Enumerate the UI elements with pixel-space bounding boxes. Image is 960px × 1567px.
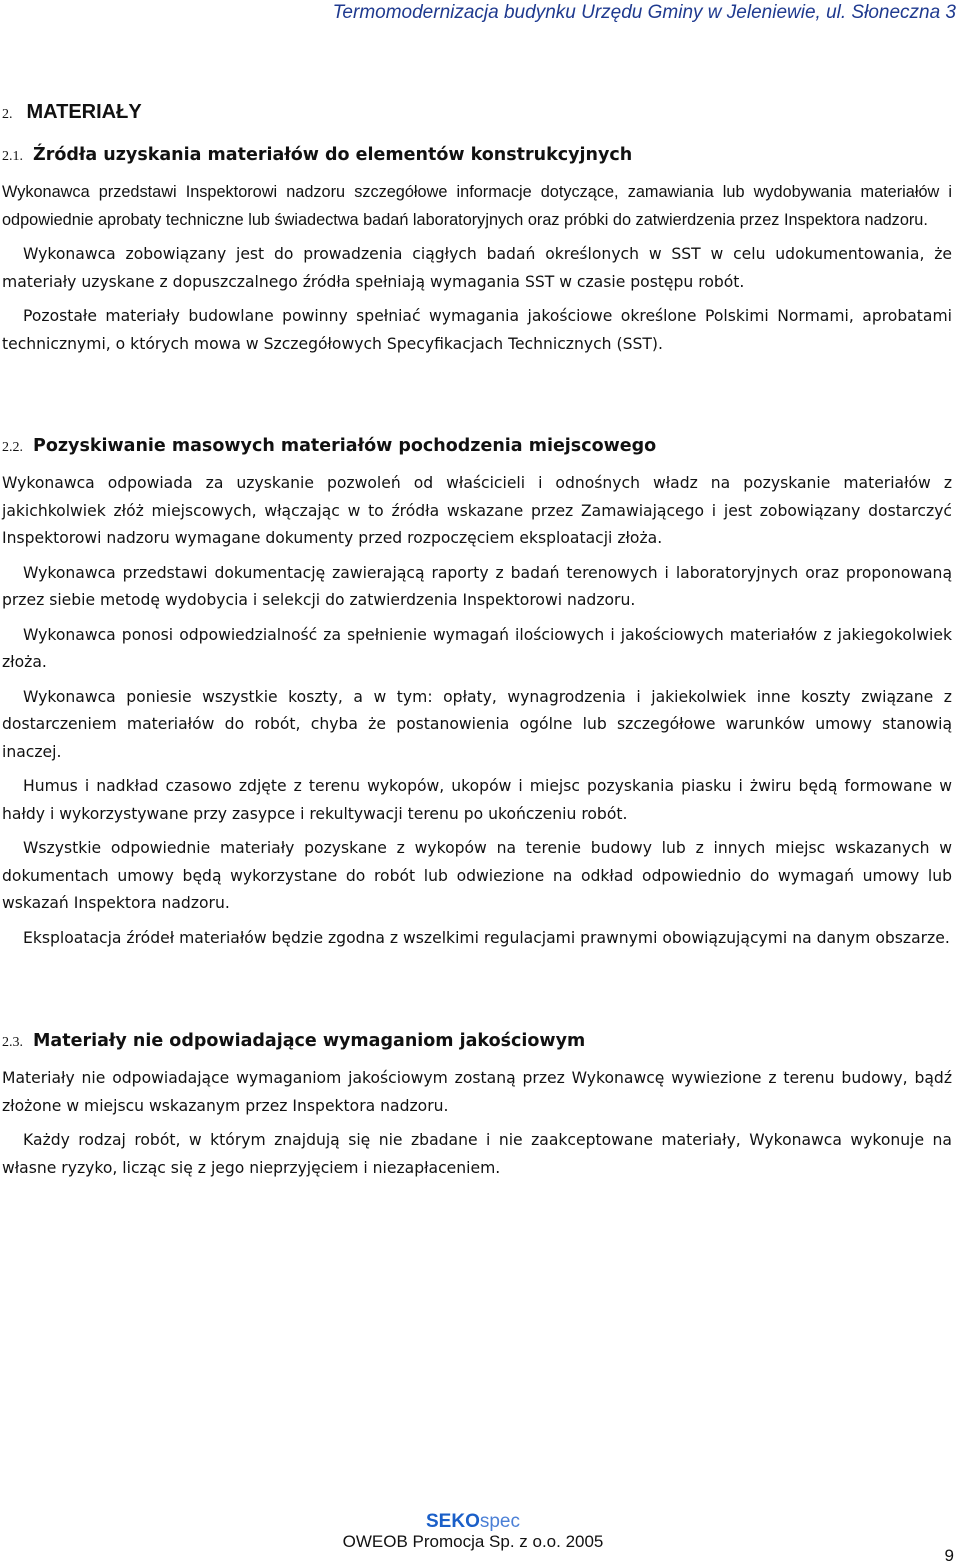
- paragraph: Humus i nadkład czasowo zdjęte z terenu wykopów, ukopów i miejsc pozyskania piasku i żwiru będą formowane w hałdy i wykorzystywane przy zasypce i rekultywacji terenu po ukończeniu robót.: [2, 777, 952, 823]
- footer-organization: OWEOB Promocja Sp. z o.o. 2005: [342, 1532, 604, 1551]
- paragraph: Wykonawca poniesie wszystkie koszty, a w tym: opłaty, wynagrodzenia i jakiekolwiek inne koszty związane z dostarczeniem materiałów do robót, chyba że postanowienia ogólne lub szczegółowe warunków umowy stanowią inaczej.: [2, 687, 952, 761]
- paragraph: Każdy rodzaj robót, w którym znajdują się nie zbadane i nie zaakceptowane materiały, Wykonawca wykonuje na własne ryzyko, licząc się z jego nieprzyjęciem i niezapłaceniem.: [2, 1131, 952, 1177]
- page-number: 9: [944, 1546, 954, 1565]
- section-title: Źródła uzyskania materiałów do elementów konstrukcyjnych: [33, 145, 633, 165]
- chapter-heading: [2, 101, 142, 124]
- chapter-title: MATERIAŁY: [26, 101, 142, 123]
- section-2-1: [2, 143, 952, 358]
- section-number: 2.2.: [2, 440, 23, 455]
- paragraph: Wykonawca ponosi odpowiedzialność za spełnienie wymagań ilościowych i jakościowych materiałów z jakiegokolwiek złoża.: [2, 625, 952, 671]
- section-number: 2.1.: [2, 149, 23, 164]
- section-number: 2.3.: [2, 1035, 23, 1050]
- section-heading: [2, 434, 952, 460]
- section-2-3: [2, 1029, 952, 1182]
- section-heading: [2, 1029, 952, 1055]
- section-title: Materiały nie odpowiadające wymaganiom jakościowym: [33, 1031, 586, 1051]
- section-2-2: [2, 434, 952, 952]
- paragraph: Pozostałe materiały budowlane powinny spełniać wymagania jakościowe określone Polskimi Normami, aprobatami technicznymi, o których mowa w Szczegółowych Specyfikacjach Technicznych (SST).: [2, 307, 952, 353]
- paragraph: Wykonawca odpowiada za uzyskanie pozwoleń od właścicieli i odnośnych władz na pozyskanie materiałów z jakichkolwiek złóż miejscowych, włączając w to źródła wskazane przez Zamawiającego i jest zobowiązany dostarczyć Inspektorowi nadzoru wymagane dokumenty przed rozpoczęciem eksploatacji złoża.: [2, 474, 952, 547]
- paragraph: Wykonawca zobowiązany jest do prowadzenia ciągłych badań określonych w SST w celu udokumentowania, że materiały uzyskane z dopuszczalnego źródła spełniają wymagania SST w czasie postępu robót.: [2, 245, 952, 291]
- section-heading: [2, 143, 952, 169]
- paragraph: Wykonawca przedstawi Inspektorowi nadzoru szczegółowe informacje dotyczące, zamawiania lub wydobywania materiałów i odpowiednie aprobaty techniczne lub świadectwa badań laboratoryjnych oraz próbki do zatwierdzenia przez Inspektora nadzoru.: [2, 183, 952, 229]
- brand-part-bold: SEKO: [426, 1511, 480, 1532]
- paragraph: Materiały nie odpowiadające wymaganiom jakościowym zostaną przez Wykonawcę wywiezione z terenu budowy, bądź złożone w miejscu wskazanym przez Inspektora nadzoru.: [2, 1069, 952, 1115]
- footer-brand-logo: [0, 1511, 946, 1533]
- running-header: Termomodernizacja budynku Urzędu Gminy w Jeleniewie, ul. Słoneczna 3: [332, 2, 956, 23]
- section-title: Pozyskiwanie masowych materiałów pochodzenia miejscowego: [33, 436, 657, 456]
- paragraph: Wykonawca przedstawi dokumentację zawierającą raporty z badań terenowych i laboratoryjnych oraz proponowaną przez siebie metodę wydobycia i selekcji do zatwierdzenia Inspektorowi nadzoru.: [2, 563, 952, 609]
- chapter-number: 2.: [2, 107, 13, 122]
- paragraph: Eksploatacja źródeł materiałów będzie zgodna z wszelkimi regulacjami prawnymi obowiązującymi na danym obszarze.: [23, 928, 950, 947]
- paragraph: Wszystkie odpowiednie materiały pozyskane z wykopów na terenie budowy lub z innych miejsc wskazanych w dokumentach umowy będą wykorzystane do robót lub odwiezione na odkład odpowiednio do wymagań umowy lub wskazań Inspektora nadzoru.: [2, 839, 952, 912]
- brand-part-light: spec: [479, 1511, 520, 1532]
